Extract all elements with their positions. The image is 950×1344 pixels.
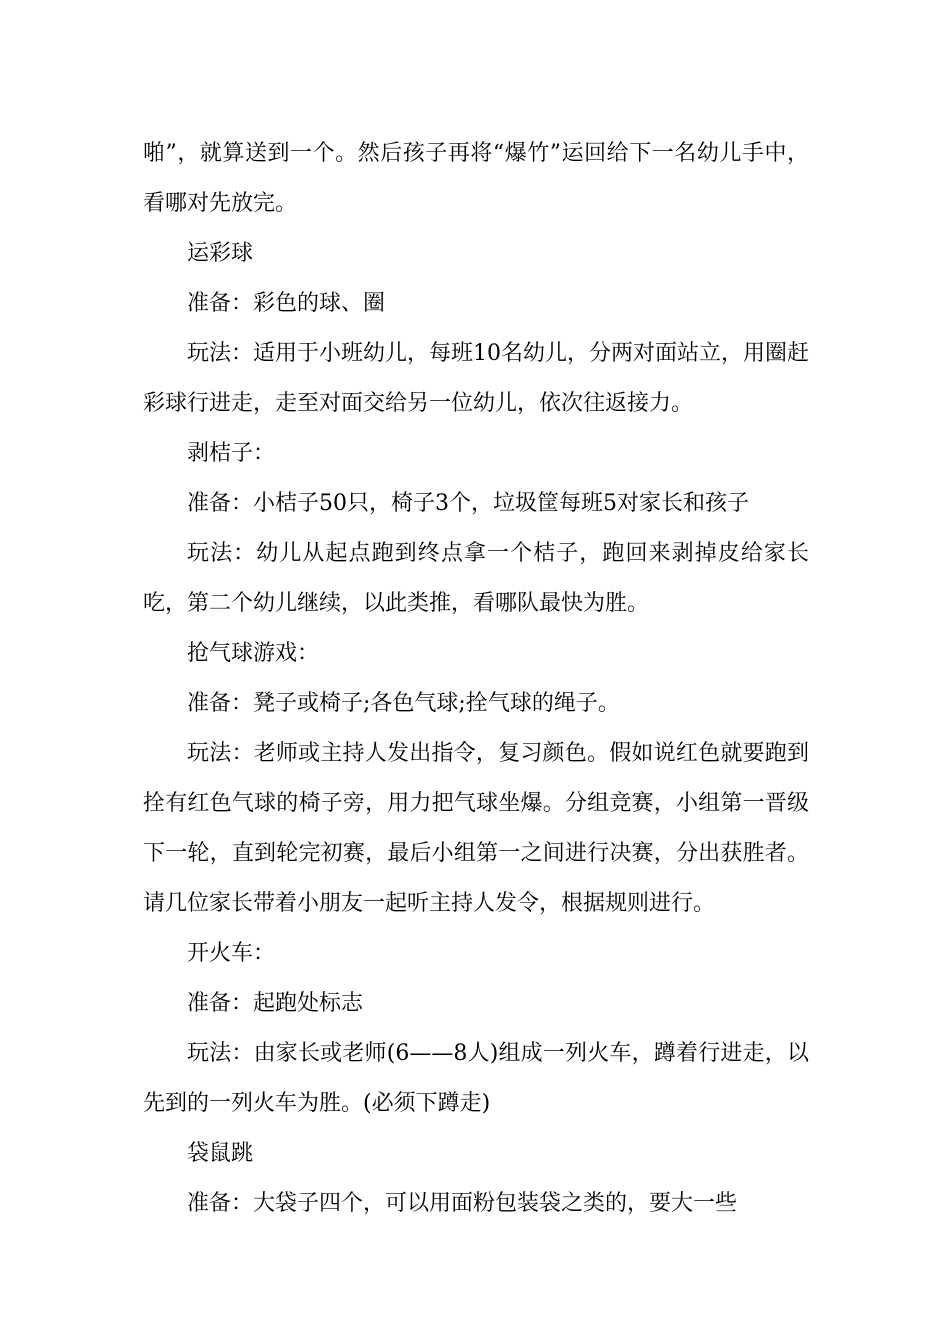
paragraph-rules: 玩法：适用于小班幼儿，每班10名幼儿，分两对面站立，用圈赶彩球行进走，走至对面交给另一位幼儿，依次往返接力。	[143, 341, 809, 416]
document-body	[143, 129, 809, 1229]
paragraph-preparation: 准备：大袋子四个，可以用面粉包装袋之类的，要大一些	[187, 1191, 738, 1216]
paragraph-preparation: 准备：彩色的球、圈	[187, 291, 386, 316]
heading-yun-cai-qiu: 运彩球	[187, 241, 254, 266]
paragraph-rules: 玩法：由家长或老师(6——8人)组成一列火车，蹲着行进走，以先到的一列火车为胜。(必须下蹲走)	[143, 1041, 809, 1116]
paragraph-preparation: 准备：小桔子50只，椅子3个，垃圾筐每班5对家长和孩子	[187, 491, 749, 516]
paragraph-continuation: 啪”，就算送到一个。然后孩子再将“爆竹”运回给下一名幼儿手中，看哪对先放完。	[143, 141, 809, 216]
paragraph-preparation: 准备：起跑处标志	[187, 991, 364, 1016]
heading-kai-huo-che: 开火车：	[187, 941, 276, 966]
paragraph-rules: 玩法：老师或主持人发出指令，复习颜色。假如说红色就要跑到拴有红色气球的椅子旁，用力把气球坐爆。分组竞赛，小组第一晋级下一轮，直到轮完初赛，最后小组第一之间进行决赛，分出获胜者。请几位家长带着小朋友一起听主持人发令，根据规则进行。	[143, 741, 809, 916]
paragraph-preparation: 准备：凳子或椅子;各色气球;拴气球的绳子。	[187, 691, 620, 716]
heading-bo-ju-zi: 剥桔子：	[187, 441, 276, 466]
paragraph-rules: 玩法：幼儿从起点跑到终点拿一个桔子，跑回来剥掉皮给家长吃，第二个幼儿继续，以此类推，看哪队最快为胜。	[143, 541, 809, 616]
heading-dai-shu-tiao: 袋鼠跳	[187, 1141, 254, 1166]
heading-qiang-qi-qiu: 抢气球游戏：	[187, 641, 320, 666]
